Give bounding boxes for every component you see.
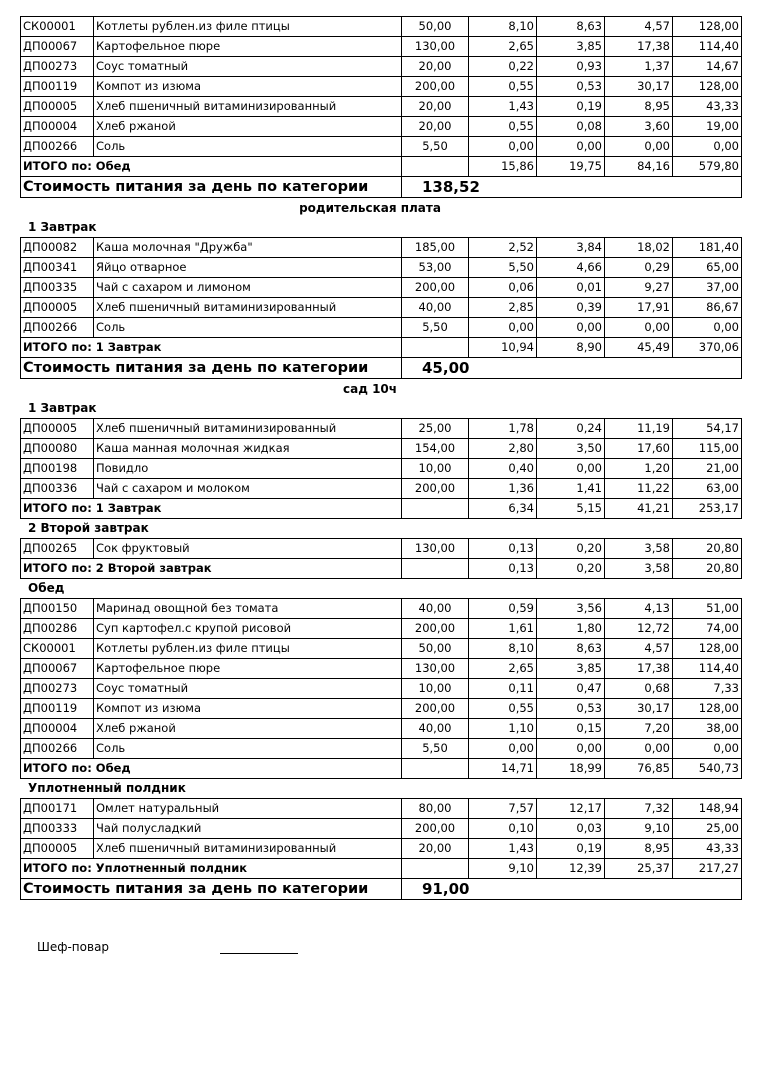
chef-signature-label: Шеф-повар [37,940,110,954]
menu-table [20,418,742,519]
total-calories-cell: 253,17 [673,499,742,519]
protein-cell: 0,13 [469,539,537,559]
dish-code-cell: ДП00119 [21,77,94,97]
fat-cell: 0,19 [537,97,605,117]
dish-name-cell: Картофельное пюре [94,659,402,679]
dish-code-cell: ДП00082 [21,238,94,258]
protein-cell: 0,22 [469,57,537,77]
portion-weight-cell: 20,00 [402,57,469,77]
dish-name-cell: Сок фруктовый [94,539,402,559]
calories-cell: 148,94 [673,799,742,819]
fat-cell: 8,63 [537,17,605,37]
fat-cell: 3,56 [537,599,605,619]
portion-weight-cell: 10,00 [402,679,469,699]
dish-name-cell: Котлеты рублен.из филе птицы [94,639,402,659]
carbs-cell: 12,72 [605,619,673,639]
dish-code-cell: ДП00273 [21,57,94,77]
portion-weight-cell: 200,00 [402,278,469,298]
table-row [21,298,742,318]
portion-weight-cell: 5,50 [402,739,469,759]
fat-cell: 0,19 [537,839,605,859]
dish-name-cell: Соус томатный [94,57,402,77]
total-protein-cell: 6,34 [469,499,537,519]
total-fat-cell: 8,90 [537,338,605,358]
dish-code-cell: СК00001 [21,17,94,37]
calories-cell: 19,00 [673,117,742,137]
menu-table [20,538,742,579]
dish-name-cell: Хлеб ржаной [94,117,402,137]
calories-cell: 86,67 [673,298,742,318]
carbs-cell: 8,95 [605,839,673,859]
total-weight-cell [402,559,469,579]
total-calories-cell: 540,73 [673,759,742,779]
signature-line [220,953,298,954]
protein-cell: 0,10 [469,819,537,839]
dish-name-cell: Хлеб пшеничный витаминизированный [94,839,402,859]
total-protein-cell: 9,10 [469,859,537,879]
carbs-cell: 30,17 [605,699,673,719]
dish-name-cell: Повидло [94,459,402,479]
dish-name-cell: Чай полусладкий [94,819,402,839]
dish-code-cell: ДП00004 [21,117,94,137]
dish-code-cell: ДП00004 [21,719,94,739]
carbs-cell: 3,58 [605,539,673,559]
protein-cell: 1,43 [469,97,537,117]
calories-cell: 114,40 [673,37,742,57]
portion-weight-cell: 154,00 [402,439,469,459]
carbs-cell: 8,95 [605,97,673,117]
fat-cell: 0,03 [537,819,605,839]
portion-weight-cell: 200,00 [402,819,469,839]
carbs-cell: 9,27 [605,278,673,298]
total-label: ИТОГО по: 1 Завтрак [21,499,402,519]
table-row [21,137,742,157]
total-row [21,559,742,579]
total-row [21,338,742,358]
dish-name-cell: Соль [94,318,402,338]
fat-cell: 3,85 [537,659,605,679]
carbs-cell: 0,00 [605,739,673,759]
calories-cell: 128,00 [673,639,742,659]
protein-cell: 0,59 [469,599,537,619]
dish-name-cell: Хлеб пшеничный витаминизированный [94,97,402,117]
portion-weight-cell: 53,00 [402,258,469,278]
protein-cell: 1,78 [469,419,537,439]
total-row [21,859,742,879]
carbs-cell: 4,57 [605,639,673,659]
total-carbs-cell: 25,37 [605,859,673,879]
dish-code-cell: ДП00198 [21,459,94,479]
portion-weight-cell: 40,00 [402,719,469,739]
daily-cost-label: Стоимость питания за день по категории [21,879,402,900]
total-label: ИТОГО по: Уплотненный полдник [21,859,402,879]
total-weight-cell [402,338,469,358]
dish-code-cell: ДП00150 [21,599,94,619]
protein-cell: 5,50 [469,258,537,278]
portion-weight-cell: 200,00 [402,619,469,639]
dish-name-cell: Хлеб пшеничный витаминизированный [94,298,402,318]
table-row [21,318,742,338]
protein-cell: 2,80 [469,439,537,459]
dish-code-cell: СК00001 [21,639,94,659]
fat-cell: 0,53 [537,699,605,719]
daily-cost-value: 91,00 [402,879,742,900]
carbs-cell: 0,00 [605,318,673,338]
total-weight-cell [402,859,469,879]
table-row [21,639,742,659]
meal-heading: 1 Завтрак [28,220,97,234]
carbs-cell: 0,00 [605,137,673,157]
calories-cell: 43,33 [673,839,742,859]
table-row [21,699,742,719]
carbs-cell: 11,22 [605,479,673,499]
protein-cell: 0,11 [469,679,537,699]
total-carbs-cell: 3,58 [605,559,673,579]
fat-cell: 1,41 [537,479,605,499]
table-row [21,539,742,559]
fat-cell: 12,17 [537,799,605,819]
dish-name-cell: Чай с сахаром и молоком [94,479,402,499]
portion-weight-cell: 50,00 [402,639,469,659]
table-row [21,619,742,639]
protein-cell: 0,00 [469,318,537,338]
protein-cell: 8,10 [469,639,537,659]
calories-cell: 0,00 [673,137,742,157]
calories-cell: 7,33 [673,679,742,699]
dish-name-cell: Компот из изюма [94,77,402,97]
dish-code-cell: ДП00005 [21,839,94,859]
table-row [21,439,742,459]
protein-cell: 1,10 [469,719,537,739]
total-fat-cell: 0,20 [537,559,605,579]
menu-table [20,598,742,779]
protein-cell: 0,55 [469,117,537,137]
fat-cell: 0,47 [537,679,605,699]
meal-heading: 2 Второй завтрак [28,521,149,535]
protein-cell: 0,00 [469,739,537,759]
protein-cell: 8,10 [469,17,537,37]
dish-name-cell: Соль [94,739,402,759]
calories-cell: 114,40 [673,659,742,679]
dish-name-cell: Компот из изюма [94,699,402,719]
fat-cell: 4,66 [537,258,605,278]
table-row [21,57,742,77]
daily-cost-label: Стоимость питания за день по категории [21,358,402,379]
carbs-cell: 7,20 [605,719,673,739]
portion-weight-cell: 20,00 [402,839,469,859]
fat-cell: 0,01 [537,278,605,298]
total-label: ИТОГО по: 2 Второй завтрак [21,559,402,579]
dish-code-cell: ДП00266 [21,318,94,338]
dish-name-cell: Хлеб пшеничный витаминизированный [94,419,402,439]
menu-table [20,16,742,198]
protein-cell: 0,06 [469,278,537,298]
calories-cell: 21,00 [673,459,742,479]
dish-code-cell: ДП00005 [21,419,94,439]
carbs-cell: 0,68 [605,679,673,699]
fat-cell: 0,08 [537,117,605,137]
protein-cell: 7,57 [469,799,537,819]
daily-cost-value: 138,52 [402,177,742,198]
dish-name-cell: Каша молочная "Дружба" [94,238,402,258]
dish-name-cell: Яйцо отварное [94,258,402,278]
dish-code-cell: ДП00336 [21,479,94,499]
daily-cost-value: 45,00 [402,358,742,379]
carbs-cell: 11,19 [605,419,673,439]
total-calories-cell: 579,80 [673,157,742,177]
table-row [21,679,742,699]
dish-code-cell: ДП00273 [21,679,94,699]
portion-weight-cell: 5,50 [402,318,469,338]
carbs-cell: 17,60 [605,439,673,459]
table-row [21,37,742,57]
dish-name-cell: Суп картофел.с крупой рисовой [94,619,402,639]
table-row [21,839,742,859]
carbs-cell: 30,17 [605,77,673,97]
portion-weight-cell: 130,00 [402,539,469,559]
table-row [21,419,742,439]
protein-cell: 1,61 [469,619,537,639]
calories-cell: 20,80 [673,539,742,559]
daily-cost-label: Стоимость питания за день по категории [21,177,402,198]
total-weight-cell [402,759,469,779]
table-row [21,258,742,278]
total-row [21,499,742,519]
calories-cell: 51,00 [673,599,742,619]
dish-code-cell: ДП00119 [21,699,94,719]
total-carbs-cell: 84,16 [605,157,673,177]
dish-name-cell: Каша манная молочная жидкая [94,439,402,459]
total-calories-cell: 20,80 [673,559,742,579]
table-row [21,819,742,839]
menu-table [20,798,742,900]
daily-cost-row [21,358,742,379]
portion-weight-cell: 185,00 [402,238,469,258]
fat-cell: 0,24 [537,419,605,439]
total-fat-cell: 19,75 [537,157,605,177]
portion-weight-cell: 200,00 [402,77,469,97]
dish-name-cell: Чай с сахаром и лимоном [94,278,402,298]
table-row [21,719,742,739]
dish-code-cell: ДП00286 [21,619,94,639]
portion-weight-cell: 25,00 [402,419,469,439]
table-row [21,278,742,298]
carbs-cell: 3,60 [605,117,673,137]
calories-cell: 128,00 [673,77,742,97]
portion-weight-cell: 200,00 [402,479,469,499]
total-label: ИТОГО по: Обед [21,759,402,779]
carbs-cell: 17,38 [605,37,673,57]
total-protein-cell: 14,71 [469,759,537,779]
calories-cell: 181,40 [673,238,742,258]
dish-code-cell: ДП00341 [21,258,94,278]
fat-cell: 0,15 [537,719,605,739]
calories-cell: 43,33 [673,97,742,117]
table-row [21,238,742,258]
fat-cell: 1,80 [537,619,605,639]
calories-cell: 128,00 [673,17,742,37]
portion-weight-cell: 20,00 [402,97,469,117]
total-label: ИТОГО по: Обед [21,157,402,177]
carbs-cell: 18,02 [605,238,673,258]
carbs-cell: 4,57 [605,17,673,37]
protein-cell: 0,55 [469,699,537,719]
table-row [21,739,742,759]
carbs-cell: 1,37 [605,57,673,77]
protein-cell: 0,55 [469,77,537,97]
dish-code-cell: ДП00335 [21,278,94,298]
fat-cell: 0,00 [537,459,605,479]
total-label: ИТОГО по: 1 Завтрак [21,338,402,358]
carbs-cell: 4,13 [605,599,673,619]
portion-weight-cell: 40,00 [402,298,469,318]
portion-weight-cell: 130,00 [402,37,469,57]
total-calories-cell: 217,27 [673,859,742,879]
fat-cell: 0,00 [537,739,605,759]
total-carbs-cell: 41,21 [605,499,673,519]
calories-cell: 54,17 [673,419,742,439]
protein-cell: 2,52 [469,238,537,258]
fat-cell: 0,53 [537,77,605,97]
calories-cell: 115,00 [673,439,742,459]
table-row [21,599,742,619]
table-row [21,799,742,819]
total-weight-cell [402,499,469,519]
menu-table [20,237,742,379]
menu-document [20,16,741,900]
meal-heading: Уплотненный полдник [28,781,186,795]
protein-cell: 0,40 [469,459,537,479]
daily-cost-row [21,177,742,198]
dish-code-cell: ДП00005 [21,97,94,117]
portion-weight-cell: 20,00 [402,117,469,137]
total-fat-cell: 5,15 [537,499,605,519]
total-protein-cell: 15,86 [469,157,537,177]
dish-code-cell: ДП00266 [21,137,94,157]
fat-cell: 0,20 [537,539,605,559]
portion-weight-cell: 80,00 [402,799,469,819]
calories-cell: 14,67 [673,57,742,77]
carbs-cell: 7,32 [605,799,673,819]
carbs-cell: 17,38 [605,659,673,679]
carbs-cell: 0,29 [605,258,673,278]
protein-cell: 0,00 [469,137,537,157]
portion-weight-cell: 40,00 [402,599,469,619]
protein-cell: 2,85 [469,298,537,318]
daily-cost-row [21,879,742,900]
dish-code-cell: ДП00005 [21,298,94,318]
meal-heading: 1 Завтрак [28,401,97,415]
calories-cell: 63,00 [673,479,742,499]
total-carbs-cell: 76,85 [605,759,673,779]
dish-code-cell: ДП00265 [21,539,94,559]
dish-code-cell: ДП00333 [21,819,94,839]
dish-code-cell: ДП00067 [21,659,94,679]
protein-cell: 1,36 [469,479,537,499]
calories-cell: 0,00 [673,739,742,759]
category-heading: сад 10ч [342,382,398,396]
fat-cell: 0,00 [537,318,605,338]
calories-cell: 65,00 [673,258,742,278]
carbs-cell: 17,91 [605,298,673,318]
meal-heading: Обед [28,581,65,595]
total-protein-cell: 0,13 [469,559,537,579]
fat-cell: 0,00 [537,137,605,157]
total-row [21,157,742,177]
calories-cell: 128,00 [673,699,742,719]
table-row [21,117,742,137]
fat-cell: 0,39 [537,298,605,318]
dish-name-cell: Маринад овощной без томата [94,599,402,619]
dish-name-cell: Котлеты рублен.из филе птицы [94,17,402,37]
table-row [21,97,742,117]
dish-name-cell: Соус томатный [94,679,402,699]
calories-cell: 25,00 [673,819,742,839]
table-row [21,479,742,499]
fat-cell: 3,50 [537,439,605,459]
protein-cell: 2,65 [469,659,537,679]
fat-cell: 8,63 [537,639,605,659]
calories-cell: 0,00 [673,318,742,338]
dish-code-cell: ДП00171 [21,799,94,819]
dish-name-cell: Хлеб ржаной [94,719,402,739]
protein-cell: 2,65 [469,37,537,57]
portion-weight-cell: 130,00 [402,659,469,679]
total-fat-cell: 18,99 [537,759,605,779]
total-fat-cell: 12,39 [537,859,605,879]
fat-cell: 3,85 [537,37,605,57]
carbs-cell: 1,20 [605,459,673,479]
dish-code-cell: ДП00067 [21,37,94,57]
portion-weight-cell: 5,50 [402,137,469,157]
dish-name-cell: Соль [94,137,402,157]
total-weight-cell [402,157,469,177]
total-calories-cell: 370,06 [673,338,742,358]
category-heading: родительская плата [299,201,441,215]
dish-name-cell: Картофельное пюре [94,37,402,57]
calories-cell: 37,00 [673,278,742,298]
portion-weight-cell: 200,00 [402,699,469,719]
total-carbs-cell: 45,49 [605,338,673,358]
dish-code-cell: ДП00266 [21,739,94,759]
carbs-cell: 9,10 [605,819,673,839]
table-row [21,459,742,479]
total-protein-cell: 10,94 [469,338,537,358]
table-row [21,659,742,679]
fat-cell: 3,84 [537,238,605,258]
calories-cell: 38,00 [673,719,742,739]
protein-cell: 1,43 [469,839,537,859]
calories-cell: 74,00 [673,619,742,639]
table-row [21,77,742,97]
total-row [21,759,742,779]
fat-cell: 0,93 [537,57,605,77]
portion-weight-cell: 50,00 [402,17,469,37]
dish-name-cell: Омлет натуральный [94,799,402,819]
portion-weight-cell: 10,00 [402,459,469,479]
table-row [21,17,742,37]
dish-code-cell: ДП00080 [21,439,94,459]
